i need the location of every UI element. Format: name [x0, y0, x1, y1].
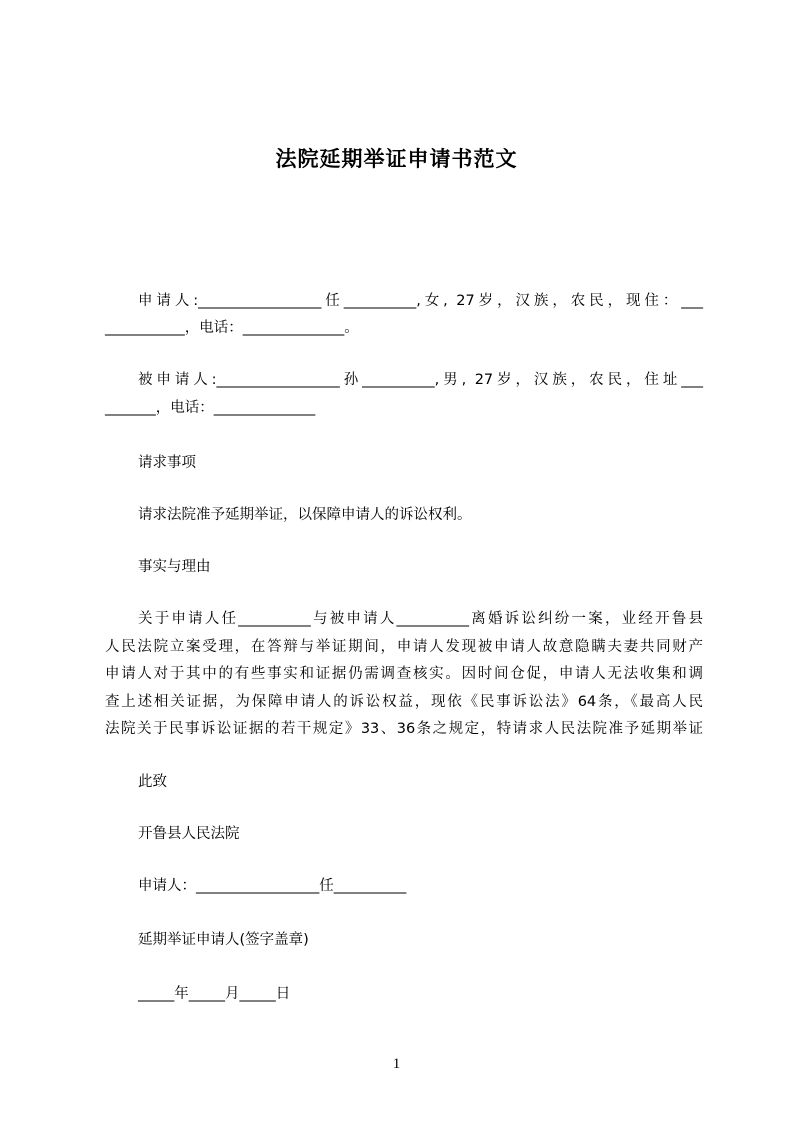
facts-line: 人民法院立案受理，在答辩与举证期间，申请人发现被申请人故意隐瞒夫妻共同财产 — [105, 639, 703, 655]
respondent-line-1: 被申请人:_________________孙__________,男, 27岁，汉族，农民，住址___ — [138, 372, 703, 388]
request-heading: 请求事项 — [138, 455, 196, 471]
facts-heading: 事实与理由 — [138, 559, 211, 575]
signature-applicant: 申请人：_________________任__________ — [138, 878, 407, 894]
respondent-line-2: _______，电话：______________ — [105, 400, 316, 416]
facts-line: 查上述相关证据，为保障申请人的诉讼权益，现依《民事诉讼法》64条，《最高人民 — [105, 694, 703, 710]
document-title: 法院延期举证申请书范文 — [275, 147, 518, 171]
closing: 此致 — [138, 774, 167, 790]
applicant-line-2: ___________，电话：______________。 — [105, 320, 359, 336]
facts-line: 法院关于民事诉讼证据的若干规定》33、36条之规定，特请求人民法院准予延期举证 — [105, 721, 703, 737]
date-line: _____年_____月_____日 — [138, 986, 291, 1002]
facts-line: 关于申请人任__________与被申请人__________离婚诉讼纠纷一案，业经开鲁县 — [138, 611, 703, 627]
applicant-line-1: 申请人:_________________任__________,女, 27岁，汉族，农民，现住：___ — [138, 293, 703, 309]
signature-label: 延期举证申请人(签字盖章) — [138, 932, 309, 948]
court-name: 开鲁县人民法院 — [138, 826, 240, 842]
facts-line: 申请人对于其中的有些事实和证据仍需调查核实。因时间仓促，申请人无法收集和调 — [105, 666, 703, 682]
page-number: 1 — [392, 1056, 401, 1072]
request-text: 请求法院准予延期举证，以保障申请人的诉讼权利。 — [138, 507, 472, 523]
